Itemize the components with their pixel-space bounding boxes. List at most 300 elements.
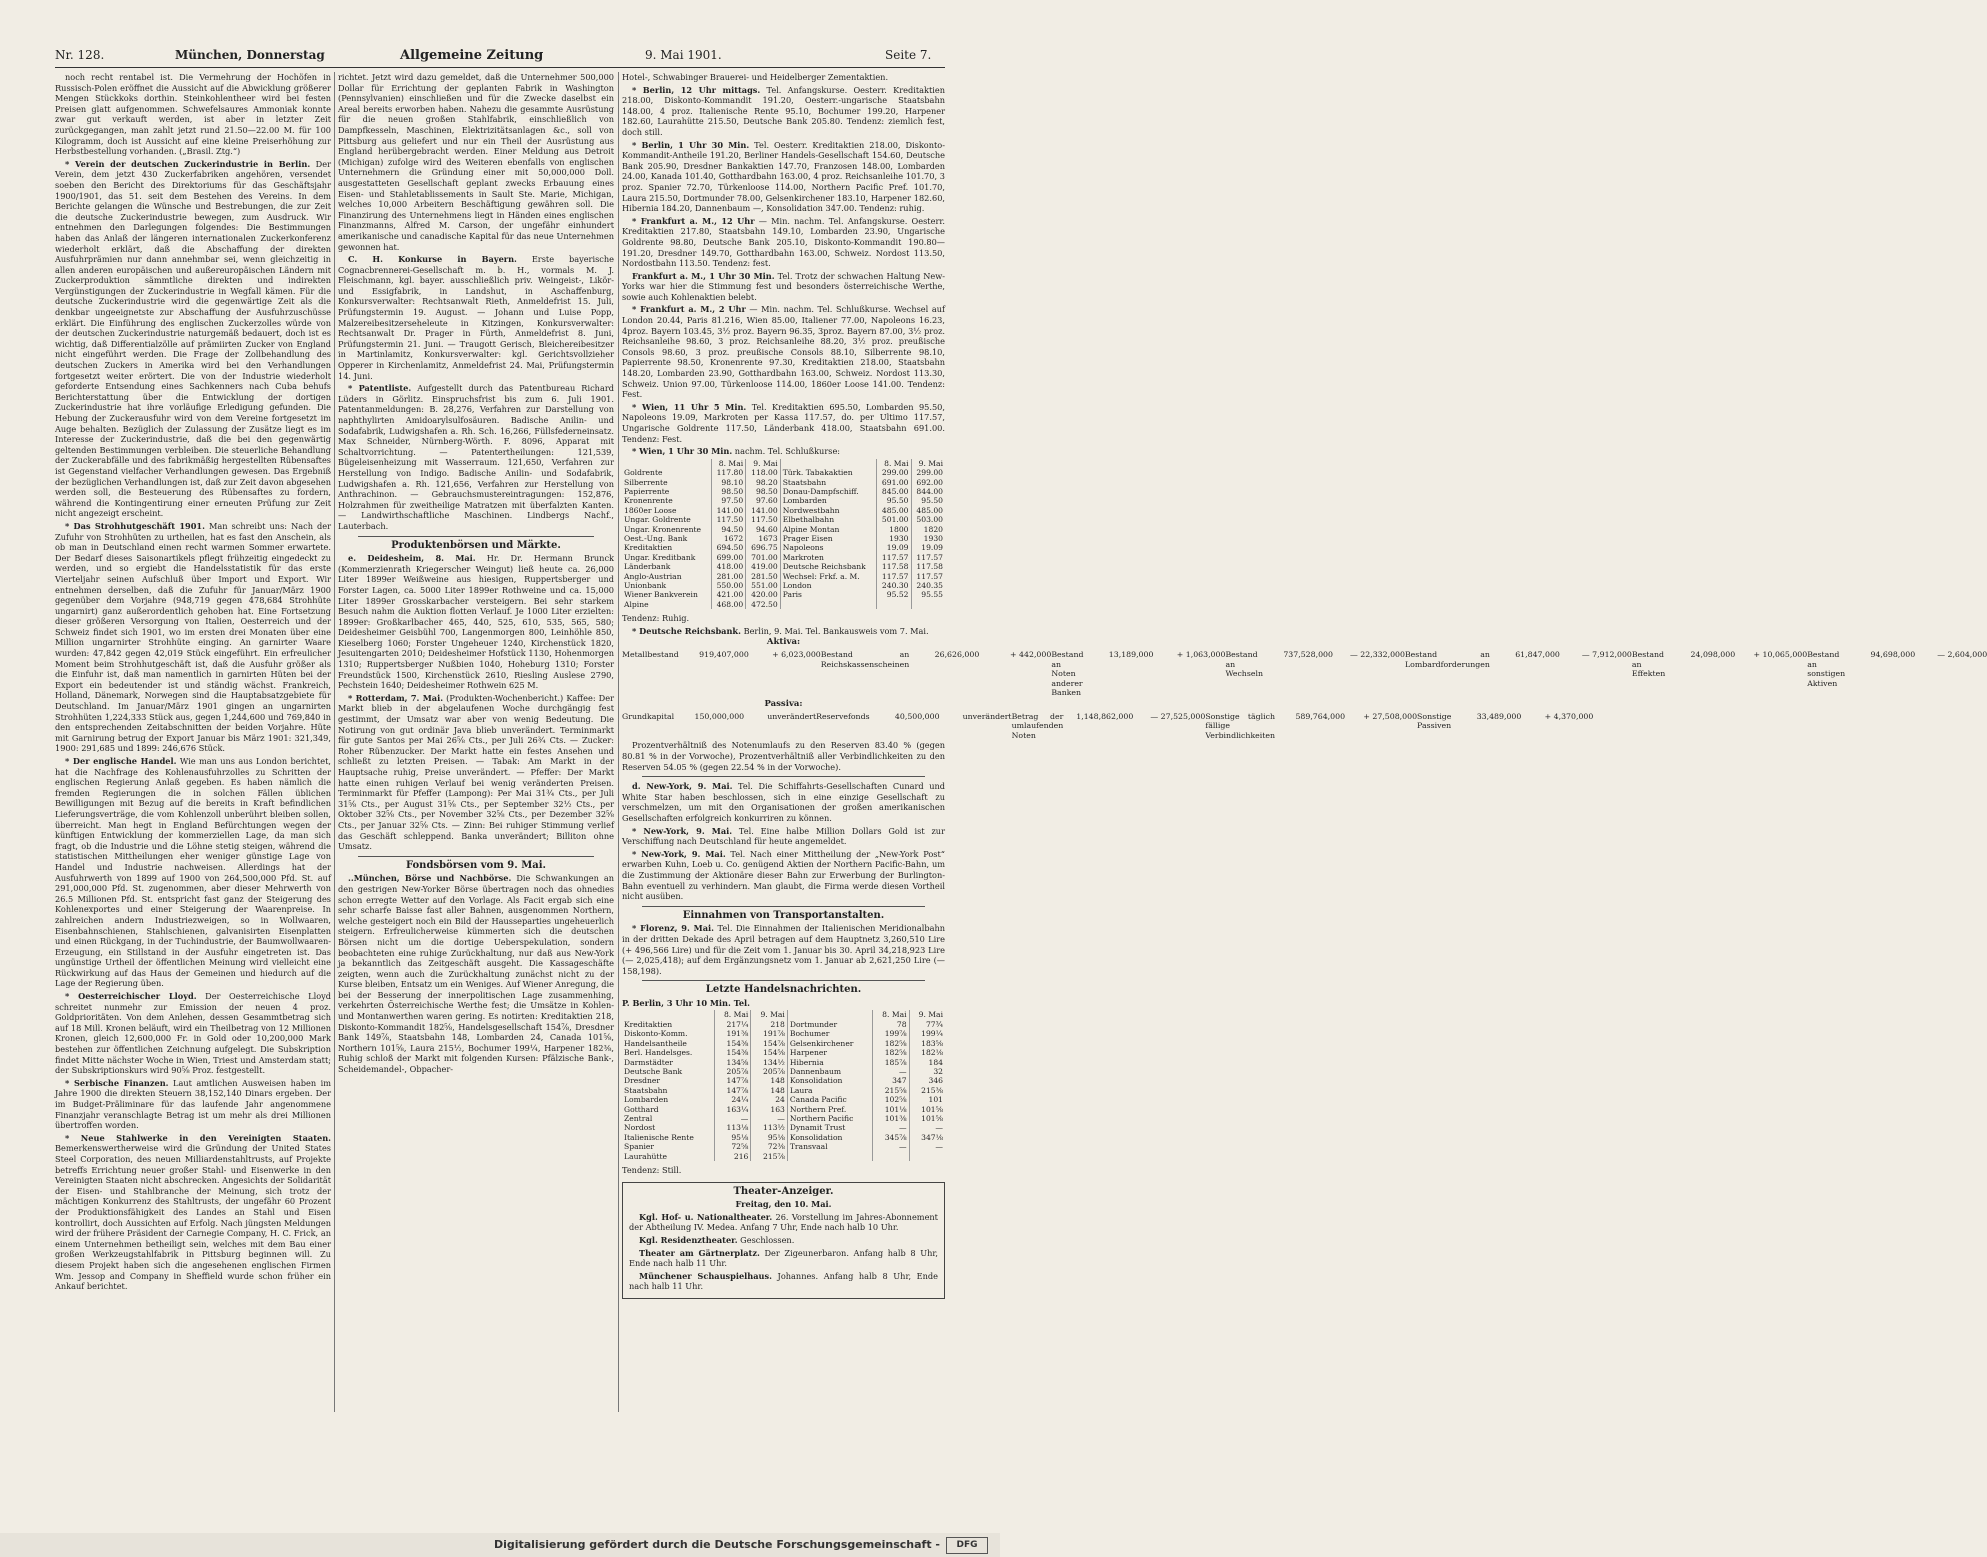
table-cell: Gotthard <box>624 1104 659 1114</box>
table-header-cell: 9. Mai <box>746 459 781 468</box>
table-cell: Bochumer <box>787 1029 872 1038</box>
table-cell: 113½ <box>751 1123 788 1132</box>
table-cell: 216 <box>714 1152 751 1161</box>
table-cell: 148 <box>751 1086 788 1095</box>
theater-item: Kgl. Residenztheater. Geschlossen. <box>639 1234 795 1245</box>
table-cell: Napoleons <box>780 543 876 552</box>
table-cell: 468.00 <box>711 600 746 609</box>
table-header-cell: 9. Mai <box>911 459 945 468</box>
report: * Frankfurt a. M., 2 Uhr — Min. nachm. Tel. Schlußkurse. Wechsel auf London 20.44, Paris 81.216, Wien 85.00, Italiener 77.00, Napoleons 16.23, 4proz. Bayern 103.45, 3½ proz. Bayern 96.35, 3proz. Bayern 87.00, 3½ proz. Reichsanleihe 98.60, 3 proz. Reichsanleihe 88.20, 3½ proz. preußische Consols 98.60, 3 proz. preußische Consols 88.10, Silberrente 98.10, Papierrente 98.50, Kronenrente 97.30, Kreditaktien 218.00, Staatsbahn 148.20, Lombarden 23.90, Gotthardbahn 163.00, Schweiz. Nordost 113.30, Schweiz. Union 97.00, Türkenloose 114.00, 1860er Loose 141.00. Tendenz: Fest. <box>622 304 945 400</box>
article: noch recht rentabel ist. Die Vermehrung der Hochöfen in Russisch-Polen eröffnet die Aussicht auf die Abwicklung größerer Mengen Stückkoks dorthin. Steinkohlentheer wird bei festen Preisen glatt aufgenommen. Schwefelsaures Ammoniak konnte zwar gut verkauft werden, ist aber in letzter Zeit zurückgegangen, man zahlt jetzt rund 21.50—22.00 M. für 100 Kilogramm, doch ist Aussicht auf eine kleine Preiserhöhung zur Herbstbestellung vorhanden. („Brasil. Ztg.“) <box>55 72 331 157</box>
table-cell: 102⅝ <box>873 1095 910 1104</box>
section-rule <box>642 906 925 907</box>
table-row <box>622 1029 945 1038</box>
table-cell: 94.60 <box>746 525 781 534</box>
report: * Berlin, 1 Uhr 30 Min. Tel. Oesterr. Kreditaktien 218.00, Diskonto-Kommandit-Antheile 191.20, Berliner Handels-Gesellschaft 154.60, Deutsche Bank 205.90, Dresdner Bankaktien 147.70, Franzosen 148.00, Lombarden 24.00, Kanada 101.40, Gotthardbahn 163.00, 4 proz. Reichsanleihe 101.70, 3 proz. Spanier 72.70, Türkenloose 114.00, Northern Pacific Pref. 101.70, Laura 215.50, Dortmunder 78.00, Gelsenkirchener 183.10, Harpener 182.60, Hibernia 184.20, Dannenbaum —, Konsolidation 347.00. Tendenz: ruhig. <box>622 139 945 214</box>
statement-cell: Bestand an Effekten <box>1631 650 1666 679</box>
statement-cell: + 4,370,000 <box>1544 711 1594 721</box>
table-cell: 163 <box>751 1105 788 1114</box>
table-header-cell <box>787 1010 872 1019</box>
report: Frankfurt a. M., 1 Uhr 30 Min. Tel. Trotz der schwachen Haltung New-Yorks war hier die Stimmung fest und besonders österreichische Werthe, sowie auch Kohlenaktien belebt. <box>622 270 946 302</box>
table-cell: 347 <box>873 1076 910 1085</box>
table-cell: Paris <box>780 590 876 599</box>
statement-cell: unverändert <box>767 711 817 721</box>
newspaper-title: Allgemeine Zeitung <box>400 48 544 63</box>
table-cell: 299.00 <box>876 468 911 477</box>
table-cell: 95⅛ <box>751 1133 788 1142</box>
table-row <box>622 1114 945 1123</box>
statement-cell: Metallbestand <box>622 650 679 660</box>
table-cell: 98.10 <box>711 478 746 487</box>
statement-cell: Sonstige täglich fällige Verbindlichkeiten <box>1205 711 1276 740</box>
table-header-cell: 9. Mai <box>751 1010 788 1019</box>
table-cell: 141.00 <box>746 506 781 515</box>
table-cell: 182⅝ <box>873 1048 910 1057</box>
table-row <box>622 562 945 571</box>
section-rule <box>642 980 925 981</box>
article: * Rotterdam, 7. Mai. (Produkten-Wochenbericht.) Kaffee: Der Markt blieb in der abgelaufenen Woche durchgängig fest gestimmt, der Umsatz war aber von wenig Bedeutung. Die Notirung von gut ordinär Java blieb unverändert. Terminmarkt für gute Santos per Mai 26⅝ Cts., per Juli 26¾ Cts. — Zucker: Roher Rübenzucker. Der Markt hatte ein festes Ansehen und schließt zu letzten Preisen. — Tabak: Am Markt in der Hauptsache ruhig, Preise unverändert. — Pfeffer: Der Markt hatte einen ruhigen Verlauf bei wenig veränderten Preisen. Terminmarkt für Pfeffer (Lampong): Per Mai 31¾ Cts., per Juli 31⅝ Cts., per August 31⅝ Cts., per September 32½ Cts., per Oktober 32⅝ Cts., per November 32⅝ Cts., per Dezember 32⅝ Cts., per Januar 32⅝ Cts. — Zinn: Bei ruhiger Stimmung verlief das Geschäft schleppend. Banka unverändert; Billiton ohne Umsatz. <box>338 692 614 852</box>
table-cell: 215⅝ <box>873 1086 910 1095</box>
table-cell: 199¼ <box>909 1029 945 1038</box>
page-header <box>55 45 945 68</box>
reichsbank-statement <box>622 637 1987 740</box>
table-row <box>622 496 945 505</box>
statement-row <box>1051 650 1225 698</box>
statement-cell: 33,489,000 <box>1476 711 1522 721</box>
table-cell: 154⅞ <box>751 1039 788 1048</box>
table-cell: 117.58 <box>911 562 945 571</box>
table-cell: Laura <box>787 1086 872 1095</box>
table-cell: 1672 <box>711 534 746 543</box>
table-cell: 24¼ <box>714 1095 751 1104</box>
article: * Patentliste. Aufgestellt durch das Patentbureau Richard Lüders in Görlitz. Einspruchsfrist bis zum 6. Juli 1901. Patentanmeldungen: B. 28,276, Verfahren zur Darstellung von naphthylirten Amidoarylsulfosäuren. Badische Anilin- und Sodafabrik, Ludwigshafen a. Rh. Sch. 16,266, Füllsfederneinsatz. Max Schneider, Nürnberg-Wörth. F. 8096, Apparat mit Schaltvorrichtung. — Patentertheilungen: 121,539, Bügeleisenheizung mit Wasserraum. 121,650, Verfahren zur Herstellung von Indigo. Badische Anilin- und Sodafabrik, Ludwigshafen a. Rh. 121,656, Verfahren zur Herstellung von Anthrachinon. — Gebrauchsmustereintragungen: 152,876, Holzrahmen für zweitheilige Matratzen mit überfalzten Kanten. — Landwirthschaftliche Maschinen. Lindbergs Nachf., Lauterbach. <box>338 383 614 531</box>
table-cell: Unionbank <box>624 581 667 591</box>
table-cell: Northern Pref. <box>787 1105 872 1114</box>
table-cell: 98.50 <box>746 487 781 496</box>
table-cell: — <box>909 1123 945 1132</box>
section-heading: Letzte Handelsnachrichten. <box>705 984 862 996</box>
table-row <box>622 1142 945 1151</box>
statement-row <box>1405 650 1632 698</box>
statement-cell: Reservefonds <box>816 711 870 721</box>
theater-date: Freitag, den 10. Mai. <box>735 1199 832 1210</box>
table-cell: 154⅝ <box>751 1048 788 1057</box>
statement-cell: + 27,508,000 <box>1363 711 1418 721</box>
statement-cell: + 1,063,000 <box>1176 650 1226 660</box>
table-cell: Staatsbahn <box>624 1085 668 1095</box>
statement-cell: 919,407,000 <box>699 650 749 660</box>
table-cell: 95.50 <box>876 496 911 505</box>
statement-cell: 150,000,000 <box>694 711 745 721</box>
table-cell: Konsolidation <box>787 1133 872 1142</box>
statement-cell: Bestand an Wechseln <box>1225 650 1263 679</box>
table-cell: Deutsche Bank <box>624 1066 683 1076</box>
table-cell <box>909 1152 945 1161</box>
table-row <box>622 600 945 609</box>
table-header-cell: 9. Mai <box>909 1010 945 1019</box>
table-cell: Ungar. Kronenrente <box>624 524 702 534</box>
table-cell: 185⅞ <box>873 1058 910 1067</box>
table-cell: Markroten <box>780 553 876 562</box>
table-cell: Handelsantheile <box>624 1038 687 1048</box>
report: * Florenz, 9. Mai. Tel. Die Einnahmen der Italienischen Meridionalbahn in der dritten Dekade des April betragen auf dem Hauptnetz 3,260,510 Lire (+ 496,566 Lire) und für die Zeit vom 1. Januar bis 30. April 34,218,923 Lire (— 2,025,418); auf dem Ergänzungsnetz vom 1. Januar ab 2,621,250 Lire (— 158,198). <box>622 923 946 976</box>
table-header-cell <box>622 459 711 468</box>
table-cell: Laurahütte <box>624 1151 667 1161</box>
table-cell: 98.20 <box>746 478 781 487</box>
table-cell <box>873 1152 910 1161</box>
passiva-heading: Passiva: <box>764 699 803 710</box>
passiva-list <box>622 711 1594 741</box>
table-row <box>622 506 945 515</box>
table-cell: Lombarden <box>624 1095 669 1105</box>
table-cell: 117.57 <box>911 553 945 562</box>
table-cell: 147⅞ <box>714 1076 751 1085</box>
statement-cell: 61,847,000 <box>1515 650 1560 660</box>
table-cell: 154⅜ <box>714 1048 751 1057</box>
table-cell: 191⅞ <box>751 1029 788 1038</box>
table-cell: 77¾ <box>909 1020 945 1029</box>
table-cell: 117.58 <box>876 562 911 571</box>
statement-cell: 94,698,000 <box>1870 650 1916 660</box>
table-cell: Dresdner <box>624 1076 660 1086</box>
table-cell: 98.50 <box>711 487 746 496</box>
theater-box <box>622 1182 945 1299</box>
statement-cell: 13,189,000 <box>1108 650 1154 660</box>
table-cell: 182⅝ <box>873 1039 910 1048</box>
column-3 <box>622 72 1987 1472</box>
table-row <box>622 581 945 590</box>
table-cell: Hibernia <box>787 1058 872 1067</box>
table-cell: 240.35 <box>911 581 945 590</box>
table-cell: Türk. Tabakaktien <box>780 468 876 477</box>
table-cell: 1930 <box>911 534 945 543</box>
table-cell: 97.50 <box>711 496 746 505</box>
statement-cell: 26,626,000 <box>934 650 980 660</box>
table-cell: 118.00 <box>746 468 781 477</box>
table-row <box>622 1133 945 1142</box>
table-row <box>622 1152 945 1161</box>
article: e. Deidesheim, 8. Mai. Hr. Dr. Hermann Brunck (Kommerzienrath Kriegerscher Weingut) ließ heute ca. 26,000 Liter 1899er Weißweine aus hiesigen, Ruppertsberger und Forster Lagen, ca. 5000 Liter 1899er Rothweine und ca. 15,000 Liter 1899er Grosskarbacher versteigern. Bei sehr starkem Besuch nahm die Auktion flotten Verlauf. Je 1000 Liter erzielten: 1899er: Großkarlbacher 465, 440, 525, 610, 535, 565, 580; Deidesheimer Geisbühl 700, Langenmorgen 800, Leinhöhle 850, Kieselberg 1060; Forster Ungeheuer 1240, Kirchenstück 1820, Jesuitengarten 2010; Deidesheimer Hofstück 1130, Hohenmorgen 1310; Ruppertsberger Nußbien 1040, Hoheburg 1310; Forster Freundstück 1500, Kirchenstück 2610, Riesling Auslese 2790, Pechstein 1640; Deidesheimer Rothwein 625 M. <box>338 553 614 691</box>
statement-cell: 24,098,000 <box>1690 650 1736 660</box>
report: * Deutsche Reichsbank. Berlin, 9. Mai. Tel. Bankausweis vom 7. Mai. <box>632 625 929 636</box>
table-cell: Lombarden <box>780 496 876 505</box>
table-cell: Spanier <box>624 1142 655 1152</box>
table-cell: 101 <box>909 1095 945 1104</box>
statement-row <box>1012 712 1206 741</box>
statement-cell: — 7,912,000 <box>1581 650 1632 660</box>
table-cell: — <box>909 1142 945 1151</box>
table-cell: 281.50 <box>746 572 781 581</box>
table-cell: Northern Pacific <box>787 1114 872 1123</box>
table-cell: — <box>714 1114 751 1123</box>
statement-cell: Grundkapital <box>622 711 675 721</box>
report: * Wien, 1 Uhr 30 Min. nachm. Tel. Schlußkurse: <box>632 446 841 457</box>
table-cell: Gelsenkirchener <box>787 1039 872 1048</box>
table-row <box>622 515 945 524</box>
table-cell: 299.00 <box>911 468 945 477</box>
column-rule <box>334 72 335 1412</box>
table-cell: 19.09 <box>911 543 945 552</box>
table-cell: 95.52 <box>876 590 911 599</box>
theater-item: Münchener Schauspielhaus. Johannes. Anfang halb 8 Uhr, Ende nach halb 11 Uhr. <box>629 1270 938 1292</box>
table-cell: 184 <box>909 1058 945 1067</box>
table-cell: Berl. Handelsges. <box>624 1048 693 1058</box>
table-cell <box>911 600 945 609</box>
table-cell: Darmstädter <box>624 1057 673 1067</box>
funding-note: Digitalisierung gefördert durch die Deutsche Forschungsgemeinschaft - <box>493 1538 940 1551</box>
report: * New-York, 9. Mai. Tel. Eine halbe Million Dollars Gold ist zur Verschiffung nach Deutschland für heute angemeldet. <box>622 825 945 847</box>
table-row <box>622 543 945 552</box>
statement-cell: Betrag der umlaufenden Noten <box>1011 711 1064 740</box>
table-header-cell: 8. Mai <box>873 1010 910 1019</box>
table-cell: Donau-Dampfschiff. <box>780 487 876 496</box>
article: * Verein der deutschen Zuckerindustrie in Berlin. Der Verein, dem jetzt 430 Zuckerfabriken angehören, versendet soeben den Bericht des Direktoriums für das Geschäftsjahr 1900/1901, das 51. seit dem Bestehen des Vereins. In dem Berichte gelangen die Wünsche und Bestrebungen, die zur Zeit die deutsche Zuckerindustrie bewegen, zum Ausdruck. Wir entnehmen den Darlegungen folgendes: Die Bestimmungen haben das Anlaß der längeren internationalen Zuckerkonferenz wiederholt erklärt, daß die Abschaffung der direkten Ausfuhrprämien nur dann annehmbar sei, wenn gleichzeitig in allen anderen europäischen und außereuropäischen Ländern mit Zuckerproduktion sämmtliche direkten und indirekten Vergünstigungen der Zuckerindustrie in Wegfall kämen. Für die deutsche Zuckerindustrie wird die gegenwärtige Zeit als die denkbar ungeeignetste zur Abschaffung der Ausfuhrzuschüsse erklärt. Die Einführung des englischen Zuckerzolles würde von der deutschen Zuckerindustrie naturgemäß bedauert, doch ist es wichtig, daß Differentialzölle auf prämiirten Zucker von England nicht eingeführt werden. Die Frage der Zollbehandlung des deutschen Zuckers in Amerika wird bei den Verhandlungen fortgesetzt weiter erörtert. Die von der Industrie wiederholt geforderte Entsendung eines Sachkenners nach Cuba behufs Berichterstattung über die Entwicklung der dortigen Zuckerindustrie hat ihre vorläufige Erledigung gefunden. Die Hebung der Zuckerausfuhr wird von dem Vereine fortgesetzt im Auge behalten. Bezüglich der Zulassung der Zusätze liegt es im Interesse der Zuckerindustrie, daß die bei den gegenwärtig geltenden Bestimmungen verbleiben. Die steuerliche Behandlung der Zuckerabfälle und des fabrikmäßig hergestellten Rübensaftes ist Gegenstand vielfacher Verhandlungen gewesen. Das Ergebniß der bezüglichen Verhandlungen ist, daß zur Zeit davon abgesehen werden soll, die Besteuerung des Rübensaftes zu fordern, während die Kontingentirung einer erneuten Prüfung zur Zeit nicht angezeigt erscheint. <box>55 158 331 519</box>
table-cell: 148 <box>751 1076 788 1085</box>
table-cell: 551.00 <box>746 581 781 590</box>
statement-cell: + 442,000 <box>1010 650 1052 660</box>
table-header-cell <box>622 1010 714 1019</box>
report: * New-York, 9. Mai. Tel. Nach einer Mittheilung der „New-York Post“ erwarben Kuhn, Loeb u. Co. genügend Aktien der Northern Pacific-Bahn, um die Zustimmung der Aktionäre dieser Bahn zur Erwerbung der Burlington-Bahn eventuell zu verhindern. Man glaubt, die Firma werde diesen Vortheil nicht ausüben. <box>622 848 945 902</box>
table-cell: 117.57 <box>876 553 911 562</box>
table-cell: Prager Eisen <box>780 534 876 543</box>
table-cell: Wechsel: Frkf. a. M. <box>780 572 876 581</box>
table-row <box>622 1067 945 1076</box>
table-cell: 134⅝ <box>714 1058 751 1067</box>
table-cell: 32 <box>909 1067 945 1076</box>
table-cell: 117.57 <box>876 572 911 581</box>
report: * Frankfurt a. M., 12 Uhr — Min. nachm. Tel. Anfangskurse. Oesterr. Kreditaktien 217.80, Staatsbahn 149.10, Lombarden 23.90, Ungarische Goldrente 98.80, Deutsche Bank 205.10, Diskonto-Kommandit 190.80—191.20, Dresdner 149.70, Gotthardbahn 163.00, Schweiz. Nordost 113.50, Nordostbahn 113.50. Tendenz: fest. <box>622 215 945 269</box>
table-cell: 691.00 <box>876 478 911 487</box>
table-cell: 72⅜ <box>751 1142 788 1151</box>
table-row <box>622 478 945 487</box>
table-cell: — <box>873 1067 910 1076</box>
statement-cell: — 22,332,000 <box>1350 650 1405 660</box>
table-cell: 696.75 <box>746 543 781 552</box>
table-cell: 418.00 <box>711 562 746 571</box>
issue-date: 9. Mai 1901. <box>645 48 722 62</box>
table-cell: 141.00 <box>711 506 746 515</box>
table-cell: Kronenrente <box>624 496 673 506</box>
table-cell: Wiener Bankverein <box>624 590 698 600</box>
table-cell: 1673 <box>746 534 781 543</box>
table-cell: 692.00 <box>911 478 945 487</box>
table-cell: 78 <box>873 1020 910 1029</box>
table-header-cell: 8. Mai <box>711 459 746 468</box>
table-cell: Oest.-Ung. Bank <box>624 534 688 544</box>
table-row <box>622 534 945 543</box>
table-cell <box>787 1152 872 1161</box>
table-header-cell <box>780 459 876 468</box>
article: Hotel-, Schwabinger Brauerei- und Heidelberger Zementaktien. <box>622 72 889 82</box>
table-cell: 101⅜ <box>873 1114 910 1123</box>
table-row <box>622 1123 945 1132</box>
table-cell: 217¼ <box>714 1020 751 1029</box>
table-cell: 503.00 <box>911 515 945 524</box>
column-rule <box>618 72 619 1412</box>
table-cell: 191⅜ <box>714 1029 751 1038</box>
table-cell: 215⅜ <box>909 1086 945 1095</box>
table-row <box>622 1086 945 1095</box>
article: * Neue Stahlwerke in den Vereinigten Staaten. Bemerkenswertherweise wird die Gründung der United States Steel Corporation, des neuen Milliardenstahltrusts, auf Projekte betreffs Errichtung neuer großer Stahl- und Eisenwerke in den Vereinigten Staaten nicht abschrecken. Angesichts der Solidarität der Eisen- und Stahlbranche der Meinung, sich trotz der mächtigen Konkurrenz des Stahltrusts, der ungefähr 60 Prozent der Produktionsfähigkeit des Landes an Stahl und Eisen kontrollirt, doch Aussichten auf Erfolg. Nach jüngsten Meldungen wird der frühere Präsident der Carnegie Company, H. C. Frick, an einem Unternehmen betheiligt sein, welches mit dem Bau einer großen Werkzeugstahlfabrik in Pittsburg beginnen will. Zu diesem Projekt haben sich die angesehenen englischen Firmen Wm. Jessop and Company in Sheffield wurde schon früher ein Ankauf berichtet. <box>55 1132 331 1292</box>
reichsbank-note: Prozentverhältniß des Notenumlaufs zu den Reserven 83.40 % (gegen 80.81 % in der Vorwoche), Prozentverhältniß aller Verbindlichkeiten zu den Reserven 54.05 % (gegen 22.54 % in der Vorwoche). <box>622 740 945 772</box>
table-cell: 163¼ <box>714 1105 751 1114</box>
table-cell: Anglo-Austrian <box>624 571 682 581</box>
report: * Berlin, 12 Uhr mittags. Tel. Anfangskurse. Oesterr. Kreditaktien 218.00, Diskonto-Kommandit 191.20, Oesterr.-ungarische Staatsbahn 148.00, 4 proz. Italienische Rente 95.10, Bochumer 199.20, Harpener 182.60, Laurahütte 215.50, Deutsche Bank 205.80. Tendenz: ziemlich fest, doch still. <box>622 84 946 137</box>
statement-row <box>1205 712 1417 741</box>
article: * Das Strohhutgeschäft 1901. Man schreibt uns: Nach der Zufuhr von Strohhüten zu urtheilen, hat es fast den Anschein, als ob man in Deutschland einen recht warmen Sommer erwartete. Der Bedarf dieses Saisonartikels pflegt frühzeitig eingedeckt zu werden, und so ergiebt die Handelsstatistik für das erste Vierteljahr seinen Aufschluß über Import und Export. Wir entnehmen derselben, daß die Zufuhr für Januar/März 1900 gegenüber dem Vorjahre (948,719 gegen 478,684 Strohhüte ungarnirt) ganz außerordentlich gehoben hat. Eine Fortsetzung dieser größeren Versorgung von Italien, Oesterreich und der Schweiz findet sich 1901, wo im ersten drei Monaten über eine Million ungarnirter Strohhüte einging. An garnirter Waare wurden: 47,842 gegen 42,019 Stück eingeführt. Ein erfreulicher Moment beim Strohhutgeschäft ist, daß die Ausfuhr größer als die Einfuhr ist, daß man namentlich in garnirten Hüten bei der Export ein bedeutender ist und ständig wächst. Frankreich, Holland, Dänemark, Norwegen sind die Hauptabsatzgebiete für Deutschland. Im Januar/März 1901 gingen an ungarnirten Strohhüten 1,224,333 Stück aus, gegen 1,244,600 und 769,840 in den entsprechenden Zeitabschnitten der beiden Vorjahre. Hüte mit Garnirung betrug der Export Januar bis März 1901: 321,349, 1900: 291,685 und 1899: 246,676 Stück. <box>55 520 331 754</box>
table-cell: Elbethalbahn <box>780 515 876 524</box>
statement-cell: Sonstige Passiven <box>1417 711 1452 731</box>
section-heading: Fondsbörsen vom 9. Mai. <box>405 859 547 871</box>
aktiva-list <box>622 650 1987 698</box>
table-cell <box>876 600 911 609</box>
theater-item: Kgl. Hof- u. Nationaltheater. 26. Vorstellung im Jahres-Abonnement der Abtheilung IV. Medea. Anfang 7 Uhr, Ende nach halb 10 Uhr. <box>629 1211 938 1233</box>
table-cell: 72⅝ <box>714 1142 751 1151</box>
table-row <box>622 553 945 562</box>
table-cell: Nordost <box>624 1123 656 1133</box>
table-cell: Dannenbaum <box>787 1067 872 1076</box>
theater-item: Theater am Gärtnerplatz. Der Zigeunerbaron. Anfang halb 8 Uhr, Ende nach halb 11 Uhr. <box>629 1247 938 1269</box>
table-cell: 97.60 <box>746 496 781 505</box>
table-cell: Deutsche Reichsbank <box>780 562 876 571</box>
table-cell: 419.00 <box>746 562 781 571</box>
section-heading: Einnahmen von Transportanstalten. <box>682 909 885 921</box>
table-header-cell: 8. Mai <box>876 459 911 468</box>
table-cell: Staatsbahn <box>780 478 876 487</box>
table-cell: Alpine <box>624 599 649 609</box>
statement-cell: + 6,023,000 <box>772 650 821 660</box>
tendency: Tendenz: Ruhig. <box>622 613 690 624</box>
table-cell: 183⅝ <box>909 1039 945 1048</box>
table-cell: 1930 <box>876 534 911 543</box>
statement-cell: unverändert <box>962 711 1012 721</box>
article: * Oesterreichischer Lloyd. Der Oesterreichische Lloyd schreitet nunmehr zur Emission der neuen 4 proz. Goldprioritäten. Von dem Anlehen, dessen Gesammtbetrag sich auf 18 Mill. Kronen beläuft, wird ein Theilbetrag von 12 Millionen Kronen, gleich 12,600,000 Fr. in Gold oder 10,200,000 Mark bestehen zur öffentlichen Zeichnung aufgelegt. Die Subskription findet Mitte nächster Woche in Wien, Triest und Amsterdam statt; der Subskriptionskurs wird 90⅝ Proz. festgestellt. <box>55 991 331 1076</box>
table-cell: 117.57 <box>911 572 945 581</box>
statement-cell: — 27,525,000 <box>1150 711 1206 721</box>
issue-number: Nr. 128. <box>55 48 105 62</box>
table-cell: 117.80 <box>711 468 746 477</box>
table-header-cell: 8. Mai <box>714 1010 751 1019</box>
statement-row <box>821 650 1052 698</box>
table-cell: 501.00 <box>876 515 911 524</box>
article: * Serbische Finanzen. Laut amtlichen Ausweisen haben im Jahre 1900 die direkten Steuern 38,152,140 Dinars ergeben. Der im Budget-Präliminare für das laufende Jahr angenommene Finanzjahr veranschlagte Betrag ist um mehr als drei Millionen übertroffen worden. <box>55 1077 331 1131</box>
table-header-row <box>622 459 945 468</box>
table-cell: Zentral <box>624 1113 653 1123</box>
theater-heading: Theater-Anzeiger. <box>733 1185 834 1197</box>
table-cell: 94.50 <box>711 525 746 534</box>
table-row <box>622 1020 945 1029</box>
table-cell: 1800 <box>876 525 911 534</box>
column-1 <box>55 72 331 1412</box>
table-cell: 117.50 <box>746 515 781 524</box>
table-cell: Canada Pacific <box>787 1095 872 1104</box>
table-cell: 699.00 <box>711 553 746 562</box>
table-cell: Länderbank <box>624 562 671 572</box>
table-cell: Papierrente <box>624 487 670 496</box>
table-row <box>622 1076 945 1085</box>
table-row <box>622 590 945 599</box>
tendency: Tendenz: Still. <box>622 1164 682 1175</box>
table-cell: 485.00 <box>911 506 945 515</box>
table-cell: 117.50 <box>711 515 746 524</box>
table-cell: Diskonto-Komm. <box>624 1029 688 1039</box>
table-cell: 95.55 <box>911 590 945 599</box>
table-cell: Dynamit Trust <box>787 1123 872 1132</box>
statement-cell: Bestand an Reichskassenscheinen <box>820 650 910 669</box>
table-cell: — <box>873 1123 910 1132</box>
place-day: München, Donnerstag <box>175 48 325 62</box>
aktiva-heading: Aktiva: <box>766 637 801 648</box>
article: richtet. Jetzt wird dazu gemeldet, daß die Unternehmer 500,000 Dollar für Errichtung der geplanten Fabrik in Washington (Pennsylvanien) einschließen und für die Zwecke daselbst ein Areal bereits erworben haben. Nahezu die gesammte Ausrüstung für die neuen großen Stahlfabrik, einschließlich von Dampfkesseln, Maschinen, Elektrizitätsanlagen &c., soll von Pittsburg aus geliefert und nur ein Theil der Ausrüstung aus England herübergebracht werden. Einer Meldung aus Detroit (Michigan) zufolge wird des Weiteren ebenfalls von englischen Unternehmern die Gründung einer mit 50,000,000 Doll. ausgestatteten Gesellschaft geplant zwecks Erbauung eines Eisen- und Stahletablissements in Sault Ste. Marie, Michigan, welches 10,000 Arbeitern Beschäftigung gewähren soll. Die Finanzirung des Unternehmens liegt in Händen eines englischen Finanzmanns, Alfred M. Carson, der ungefähr einhundert amerikanische und canadische Kapital für das neue Unternehmen gewonnen hat. <box>338 72 614 252</box>
table-cell: 345⅞ <box>873 1133 910 1142</box>
statement-cell: Bestand an Noten anderer Banken <box>1051 650 1084 698</box>
report: d. New-York, 9. Mai. Tel. Die Schiffahrts-Gesellschaften Cunard und White Star haben beschlossen, sich in eine einzige Gesellschaft zu verschmelzen, um mit den Organisationen der großen amerikanischen Gesellschaften erfolgreich konkurriren zu können. <box>622 781 945 823</box>
statement-cell: 40,500,000 <box>894 711 940 721</box>
table-cell: 281.00 <box>711 572 746 581</box>
table-cell: 845.00 <box>876 487 911 496</box>
section-rule <box>358 536 594 537</box>
table-cell: 240.30 <box>876 581 911 590</box>
table-cell: Alpine Montan <box>780 525 876 534</box>
table-cell: 421.00 <box>711 590 746 599</box>
table-cell: 694.50 <box>711 543 746 552</box>
table-cell: 1820 <box>911 525 945 534</box>
table-cell: Goldrente <box>624 468 663 478</box>
table-row <box>622 1105 945 1114</box>
table-cell: 95⅛ <box>714 1133 751 1142</box>
berlin-quote-table <box>622 1010 945 1161</box>
table-cell: London <box>780 581 876 590</box>
table-cell: 205⅞ <box>751 1067 788 1076</box>
table-row <box>622 572 945 581</box>
article: C. H. Konkurse in Bayern. Erste bayerische Cognacbrennerei-Gesellschaft m. b. H., vormals M. J. Fleischmann, kgl. bayer. ausschließlich priv. Weingeist-, Likör- und Essigfabrik, in Landshut, in Aschaffenburg, Konkursverwalter: Rechtsanwalt Rieth, Anmeldefrist 15. Juli, Prüfungstermin 19. August. — Johann und Luise Popp, Malzereibesitzerseheleute in Kitzingen, Konkursverwalter: Rechtsanwalt Dr. Prager in Fürth, Anmeldefrist 8. Juni, Prüfungstermin 21. Juni. — Traugott Gerisch, Bleichereibesitzer in Martinlamitz, Konkursverwalter: kgl. Gerichtsvollzieher Opperer in Kirchenlamitz, Anmeldefrist 24. Mai, Prüfungstermin 14. Juni. <box>338 254 614 381</box>
table-header-row <box>622 1010 945 1019</box>
table-cell: Transvaal <box>787 1142 872 1151</box>
table-cell: 19.09 <box>876 543 911 552</box>
statement-cell: Bestand an sonstigen Aktiven <box>1807 650 1846 688</box>
table-cell: 101⅝ <box>909 1105 945 1114</box>
statement-row <box>816 712 1011 741</box>
table-cell: 101⅛ <box>873 1105 910 1114</box>
statement-cell: + 10,065,000 <box>1753 650 1808 660</box>
table-cell: 215⅞ <box>751 1152 788 1161</box>
table-cell: 346 <box>909 1076 945 1085</box>
page-number: Seite 7. <box>885 48 932 62</box>
table-cell: 147⅞ <box>714 1086 751 1095</box>
table-cell: 550.00 <box>711 581 746 590</box>
table-cell: 218 <box>751 1020 788 1029</box>
table-cell: Harpener <box>787 1048 872 1057</box>
statement-row <box>622 650 821 698</box>
table-cell: — <box>751 1114 788 1123</box>
section-rule <box>358 856 594 857</box>
statement-cell: — 2,604,000 <box>1937 650 1987 660</box>
statement-cell: 589,764,000 <box>1295 711 1346 721</box>
table-row <box>622 1058 945 1067</box>
table-cell <box>780 600 876 609</box>
table-cell: 701.00 <box>746 553 781 562</box>
table-row <box>622 1048 945 1057</box>
statement-row <box>622 712 816 741</box>
table-cell: 113⅛ <box>714 1123 751 1132</box>
report: * Wien, 11 Uhr 5 Min. Tel. Kreditaktien 695.50, Lombarden 95.50, Napoleons 19.09, Markroten per Kassa 117.57, do. per Ultimo 117.57, Ungarische Goldrente 117.50, Länderbank 418.00, Staatsbahn 691.00. Tendenz: Fest. <box>622 401 945 444</box>
table-cell: 844.00 <box>911 487 945 496</box>
table-cell: 205⅞ <box>714 1067 751 1076</box>
table-cell: 154⅜ <box>714 1039 751 1048</box>
statement-row <box>1417 712 1593 741</box>
table-row <box>622 1095 945 1104</box>
table-row <box>622 487 945 496</box>
